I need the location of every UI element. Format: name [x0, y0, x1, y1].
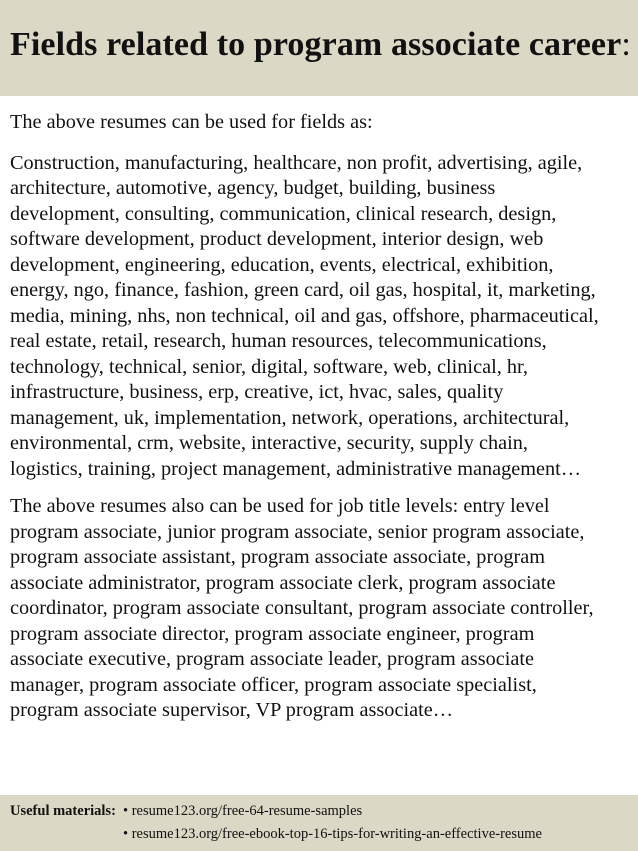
- fields-line: Construction, manufacturing, healthcare, non profit, advertising, agile,: [10, 151, 583, 174]
- levels-line: coordinator, program associate consultant, program associate controller,: [10, 597, 594, 619]
- intro-text: The above resumes can be used for fields as:: [10, 111, 373, 133]
- footer-band: [0, 795, 638, 851]
- fields-line: energy, ngo, finance, fashion, green card, oil gas, hospital, it, marketing,: [10, 279, 596, 301]
- levels-line: program associate supervisor, VP program associate…: [10, 699, 454, 721]
- main-content: [10, 110, 632, 724]
- page-title-colon: :: [621, 26, 631, 63]
- fields-line: technology, technical, senior, digital, software, web, clinical, hr,: [10, 355, 529, 378]
- fields-line: development, consulting, communication, clinical research, design,: [10, 202, 557, 225]
- ebook-tips-link[interactable]: • resume123.org/free-ebook-top-16-tips-for-writing-an-effective-resume: [123, 826, 542, 842]
- levels-line: manager, program associate officer, program associate specialist,: [10, 673, 537, 696]
- title-band: [0, 0, 638, 96]
- useful-materials-label-colon: :: [111, 803, 116, 819]
- fields-line: environmental, crm, website, interactive, security, supply chain,: [10, 432, 528, 454]
- fields-line: software development, product development, interior design, web: [10, 228, 544, 250]
- page-title: [10, 26, 631, 64]
- levels-line: associate administrator, program associate clerk, program associate: [10, 571, 556, 594]
- fields-line: real estate, retail, research, human resources, telecommunications,: [10, 330, 547, 352]
- useful-materials-label-text: Useful materials: [10, 803, 112, 819]
- fields-line: management, uk, implementation, network, operations, architectural,: [10, 406, 570, 429]
- fields-line: architecture, automotive, agency, budget, building, business: [10, 177, 496, 199]
- fields-line: media, mining, nhs, non technical, oil and gas, offshore, pharmaceutical,: [10, 304, 599, 327]
- levels-line: The above resumes also can be used for job title levels: entry level: [10, 495, 550, 517]
- levels-paragraph: [10, 494, 632, 724]
- levels-line: program associate assistant, program associate associate, program: [10, 546, 546, 568]
- useful-materials-label: [10, 803, 116, 820]
- fields-line: infrastructure, business, erp, creative, ict, hvac, sales, quality: [10, 381, 504, 403]
- page-title-text: Fields related to program associate career: [10, 26, 622, 63]
- resume-samples-link[interactable]: • resume123.org/free-64-resume-samples: [123, 803, 363, 819]
- fields-line: development, engineering, education, events, electrical, exhibition,: [10, 253, 554, 276]
- fields-line: logistics, training, project management, administrative management…: [10, 457, 582, 480]
- levels-line: program associate director, program associate engineer, program: [10, 622, 535, 645]
- levels-line: program associate, junior program associate, senior program associate,: [10, 520, 585, 543]
- fields-paragraph: [10, 151, 632, 483]
- levels-line: associate executive, program associate leader, program associate: [10, 648, 535, 670]
